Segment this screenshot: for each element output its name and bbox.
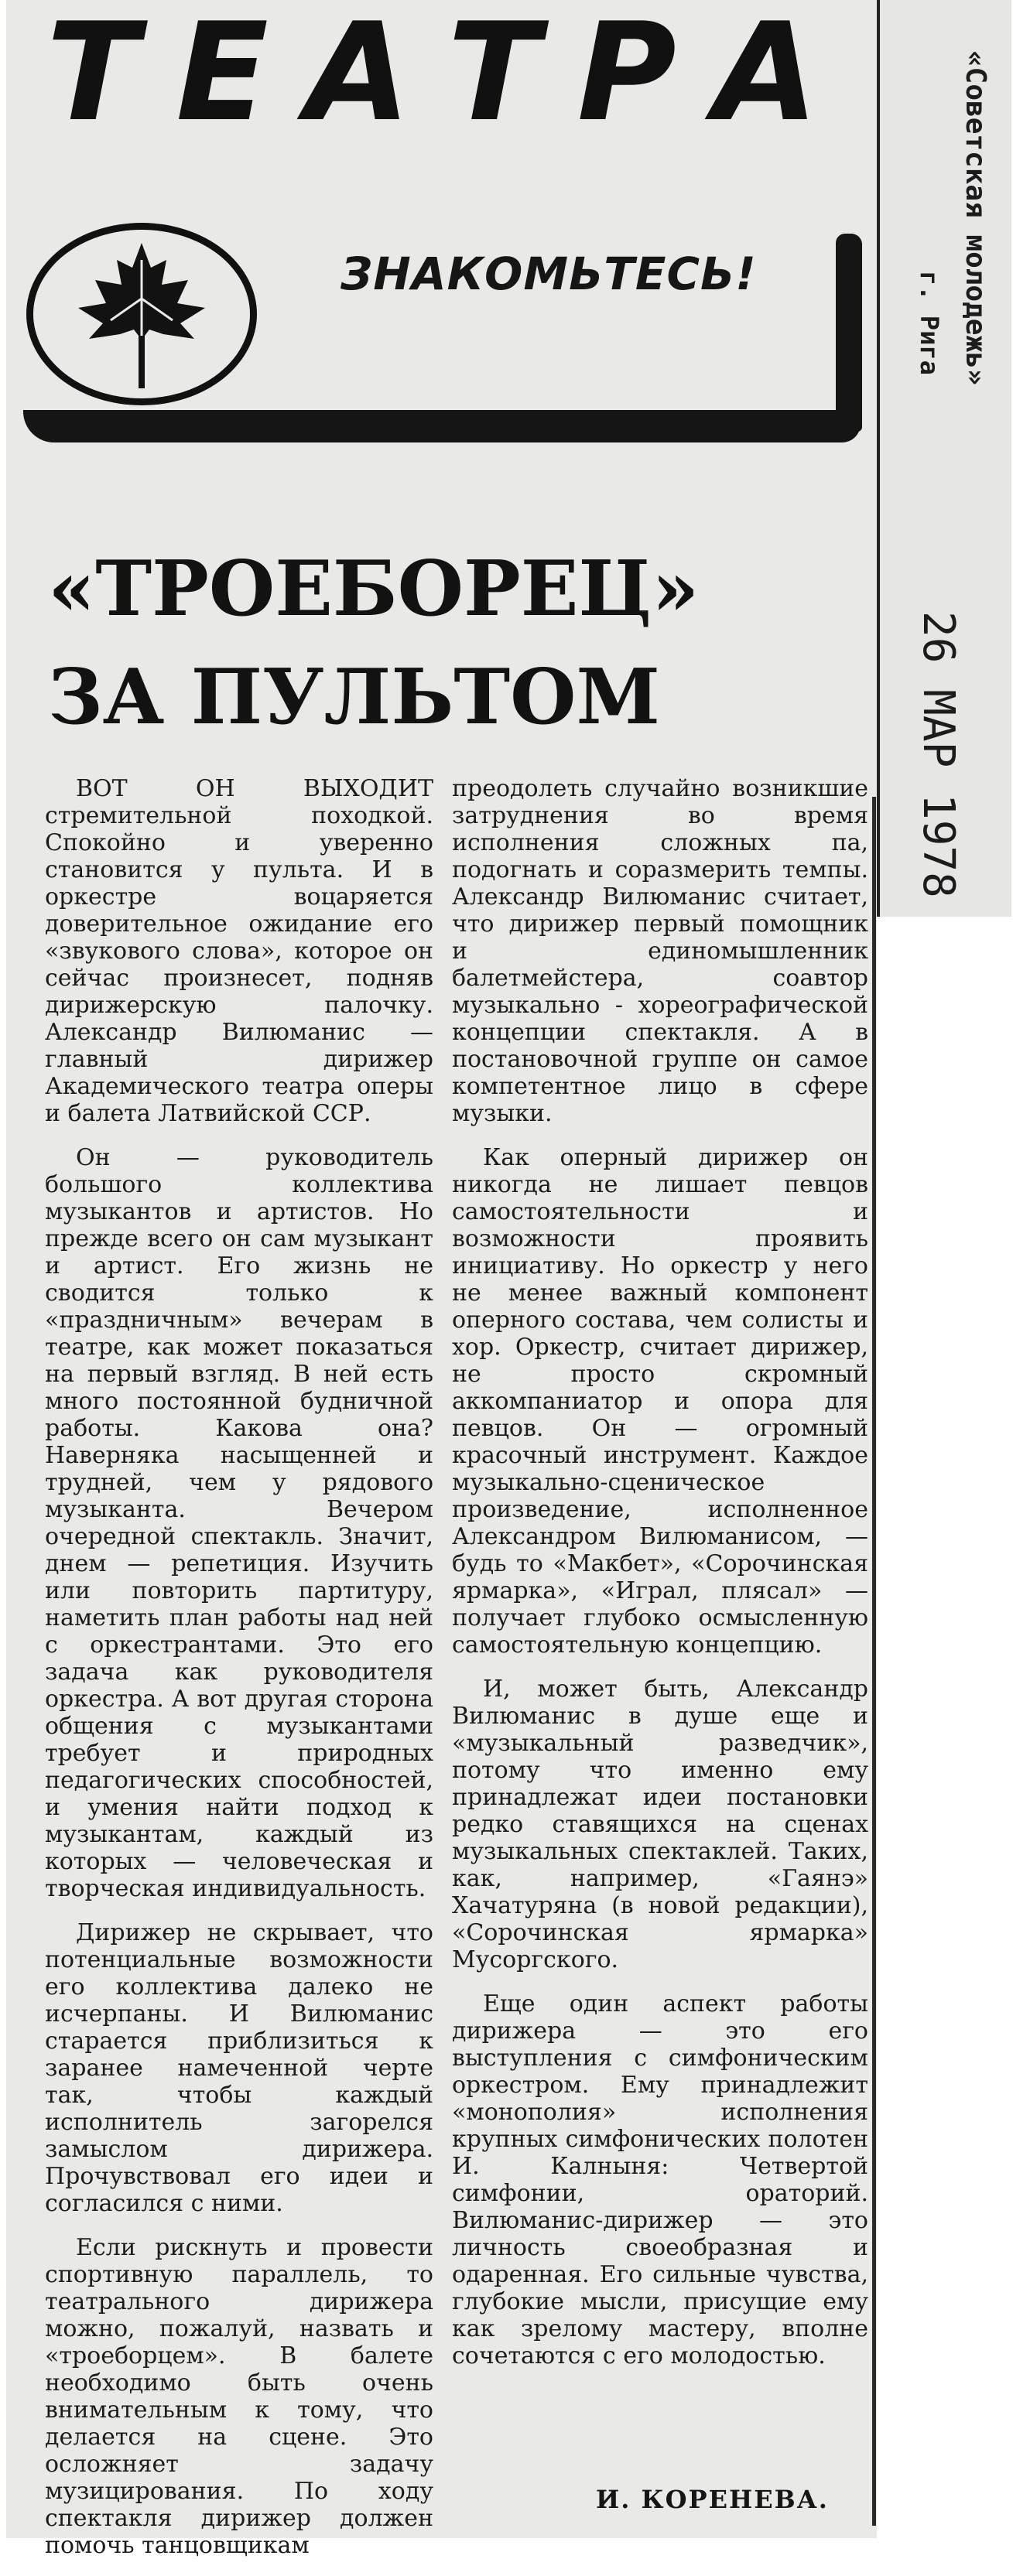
source-stamp [905, 15, 998, 897]
banner-right-edge [836, 234, 862, 432]
logo-emblem [26, 223, 257, 405]
newspaper-city: г. Рига [915, 271, 944, 375]
article-paragraph: И, может быть, Александр Вилюманис в душе еще и «музыкальный разведчик», потому что именно ему принадлежат идеи постановки редко ставящихся на сценах музыкальных спектаклей. Таких, как, например, «Гаянэ» Хачатуряна (в новой редакции), «Сорочинская ярмарка» Мусоргского. [452, 1676, 868, 1973]
newspaper-name: «Советская молодежь» [960, 50, 991, 386]
rubric-banner [23, 217, 867, 460]
article-headline [48, 535, 744, 752]
article-column-right [452, 775, 868, 2386]
article-paragraph: Как оперный дирижер он никогда не лишает певцов самостоятельности и возможности проявить инициативу. Но оркестр у него не менее важный компонент оперного состава, чем солисты и хор. Оркестр, считает дирижер, не просто скромный аккомпаниатор и опора для певцов. Он — огромный красочный инструмент. Каждое музыкально-сценическое произведение, исполненное Александром Вилюманисом, — будь то «Макбет», «Сорочинская ярмарка», «Играл, плясал» — получает глубоко осмысленную самостоятельную концепцию. [452, 1144, 868, 1659]
banner-underline [23, 410, 861, 442]
rubric-title: ТЕАТРА [46, 0, 856, 152]
headline-line-2: ЗА ПУЛЬТОМ [48, 653, 660, 742]
article-paragraph: Еще один аспект работы дирижера — это его выступления с симфоническим оркестром. Ему принадлежит «монополия» исполнения крупных симфонических полотен И. Калныня: Четвертой симфонии, ораторий. Вилюманис-дирижер — это личность своеобразная и одаренная. Его сильные чувства, глубокие мысли, присущие ему как зрелому мастеру, вполне сочетаются с его молодостью. [452, 1990, 868, 2369]
article-paragraph: ВОТ ОН ВЫХОДИТ стремительной походкой. Спокойно и уверенно становится у пульта. И в оркестре воцаряется доверительное ожидание его «звукового слова», которое он сейчас произнесет, подняв дирижерскую палочку. Александр Вилюманис — главный дирижер Академического театра оперы и балета Латвийской ССР. [45, 775, 433, 1127]
leaf-emblem-icon [64, 237, 219, 391]
headline-line-1: «ТРОЕБОРЕЦ» [48, 545, 700, 634]
clipping-edge-rule [872, 797, 876, 2526]
article-author: И. КОРЕНЕВА. [596, 2485, 829, 2514]
publication-date: 26 МАР 1978 [913, 611, 963, 898]
article-paragraph: Если рискнуть и провести спортивную параллель, то театрального дирижера можно, пожалуй, назвать и «троеборцем». В балете необходимо быть очень внимательным к тому, что делается на сцене. Это осложняет задачу музицирования. По ходу спектакля дирижер должен помочь танцовщикам [45, 2234, 433, 2559]
article-paragraph: Он — руководитель большого коллектива музыкантов и артистов. Но прежде всего он сам музыкант и артист. Его жизнь не сводится только к «праздничным» вечерам в театре, как может показаться на первый взгляд. В ней есть много постоянной будничной работы. Какова она? Наверняка насыщенней и трудней, чем у рядового музыканта. Вечером очередной спектакль. Значит, днем — репетиция. Изучить или повторить партитуру, наметить план работы над ней с оркестрантами. Это его задача как руководителя оркестра. А вот другая сторона общения с музыкантами требует и природных педагогических способностей, и умения найти подход к музыкантам, каждый из которых — человеческая и творческая индивидуальность. [45, 1144, 433, 1902]
article-column-left [45, 775, 433, 2576]
article-paragraph: Дирижер не скрывает, что потенциальные возможности его коллектива далеко не исчерпаны. И Вилюманис старается приблизиться к заранее намеченной черте так, чтобы каждый исполнитель загорелся замыслом дирижера. Прочувствовал его идеи и согласился с ними. [45, 1919, 433, 2217]
article-paragraph: преодолеть случайно возникшие затруднения во время исполнения сложных па, подогнать и соразмерить темпы. Александр Вилюманис считает, что дирижер первый помощник и единомышленник балетмейстера, соавтор музыкально - хореографической концепции спектакля. А в постановочной группе он самое компетентное лицо в сфере музыки. [452, 775, 868, 1127]
rubric-tagline: ЗНАКОМЬТЕСЬ! [341, 248, 757, 300]
